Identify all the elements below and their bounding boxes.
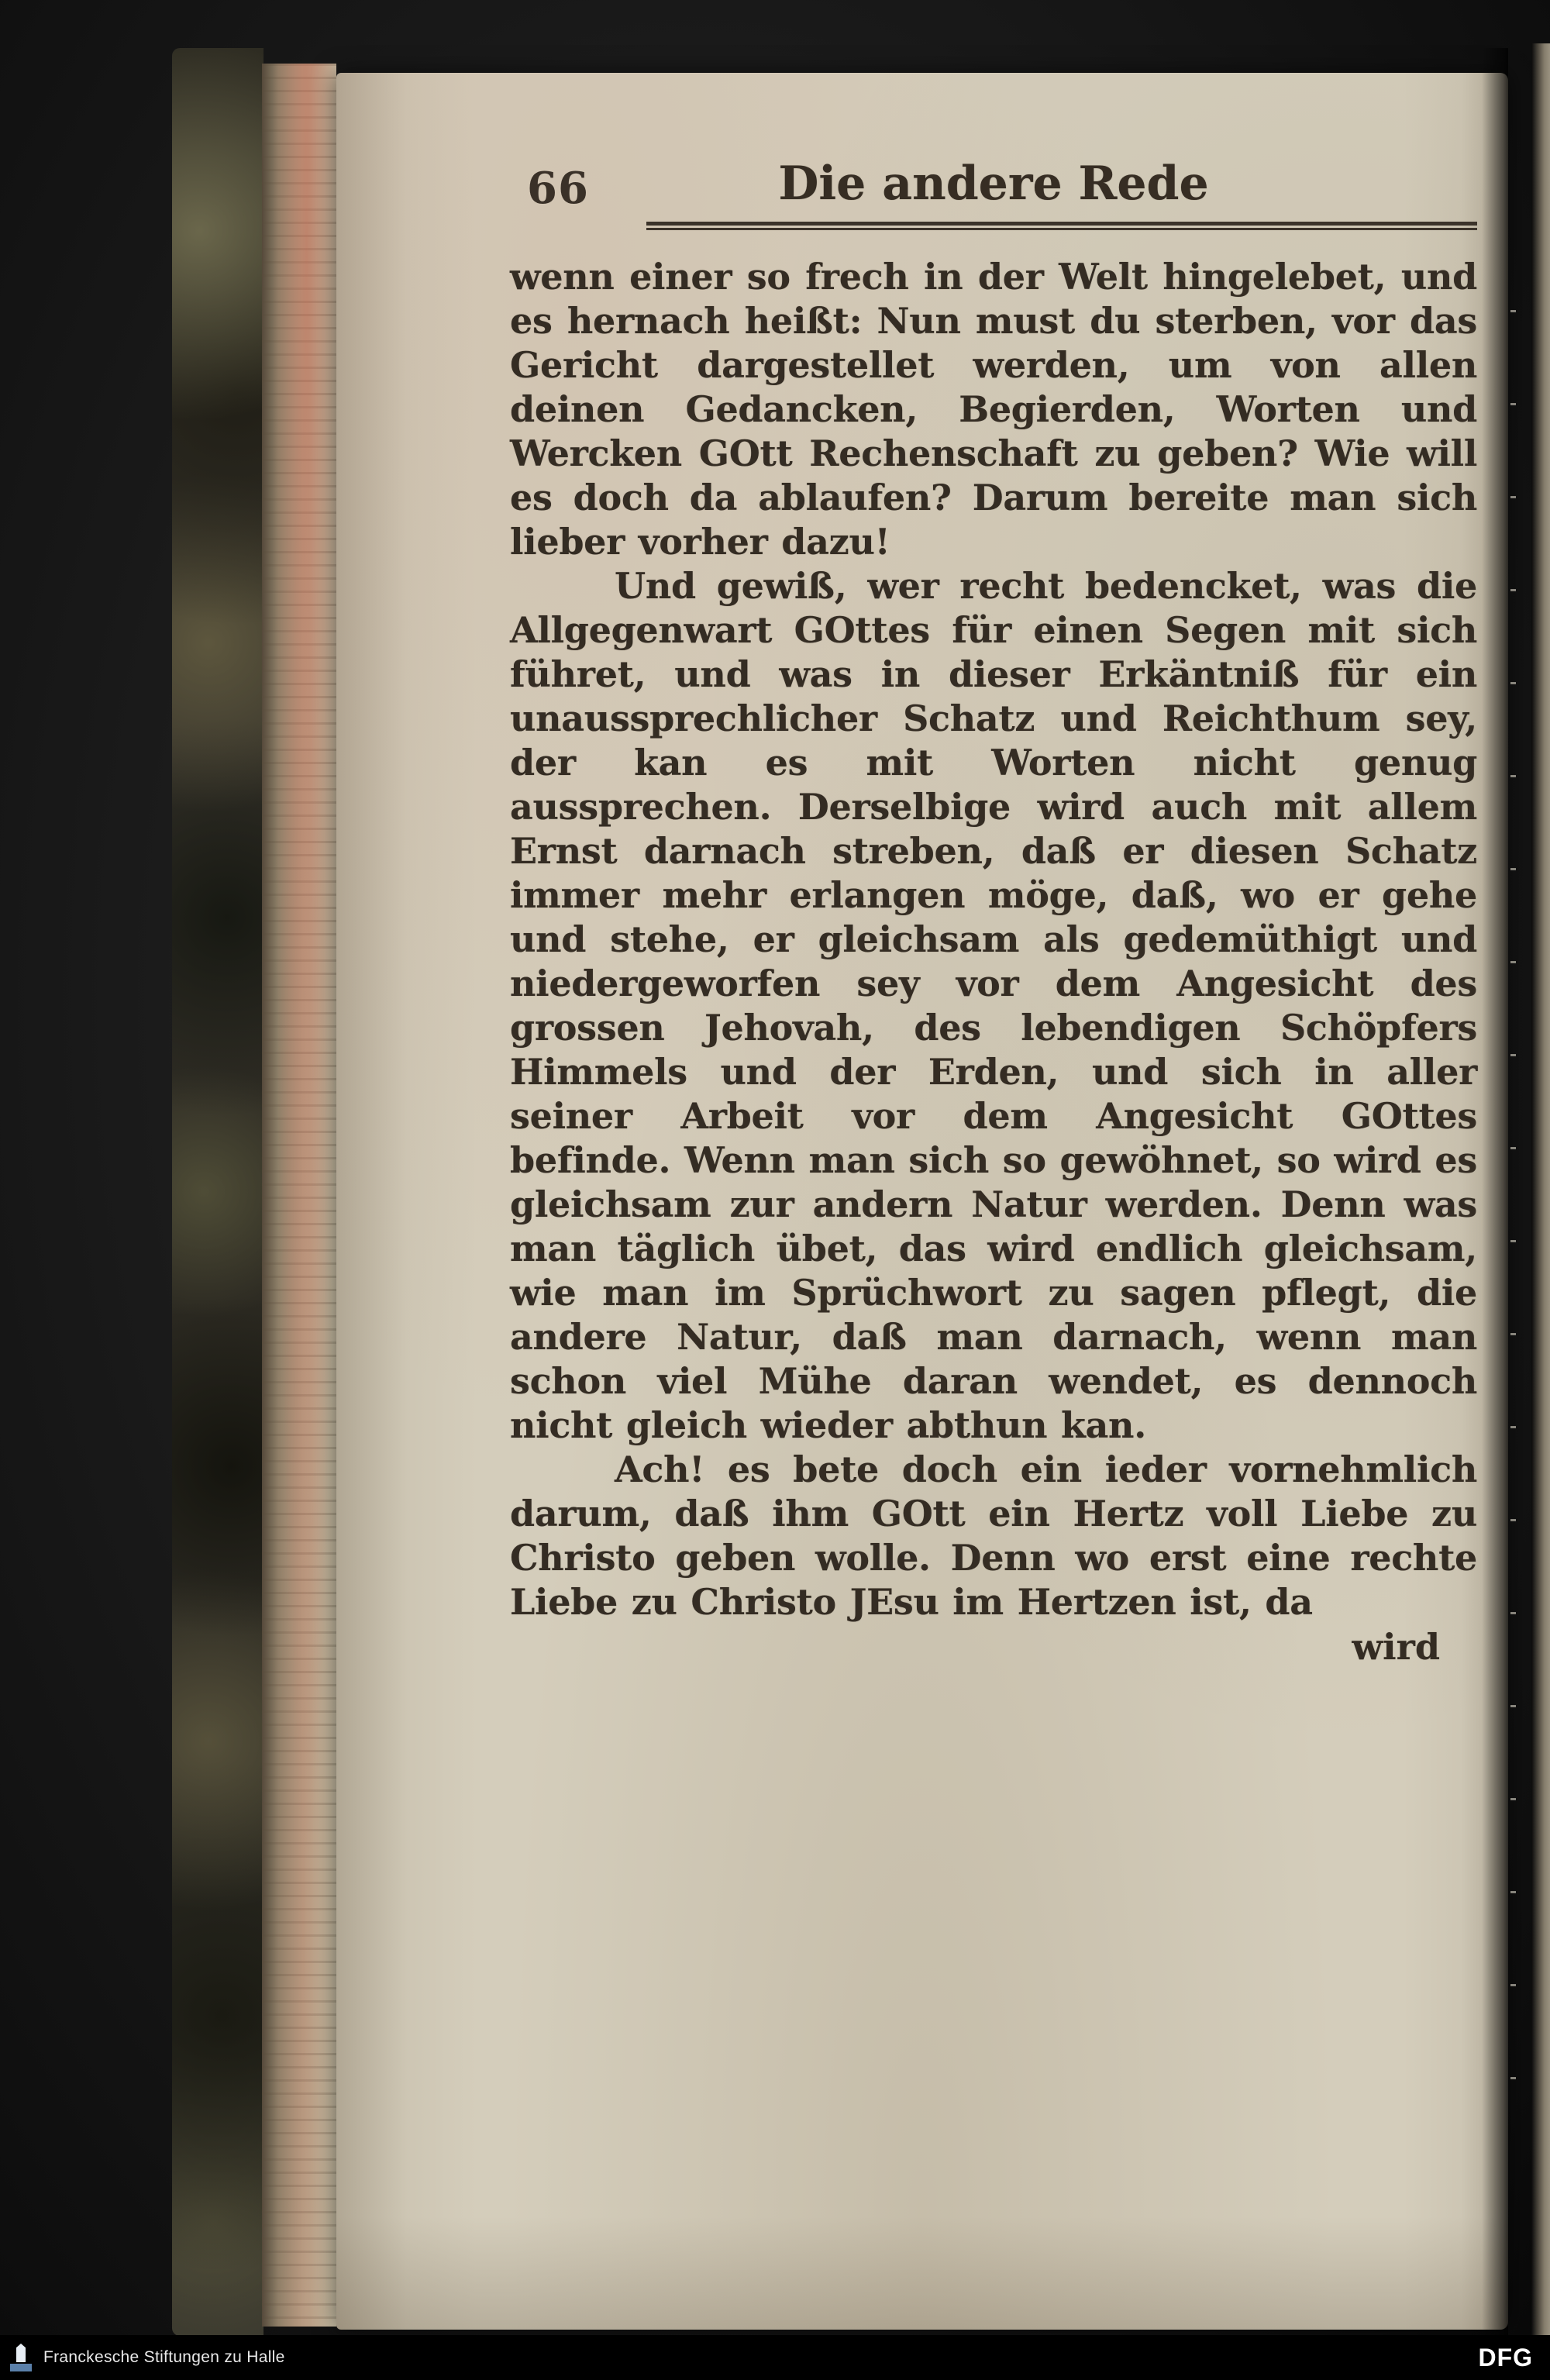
dfg-logo: DFG xyxy=(1478,2343,1533,2371)
stacked-page-edges xyxy=(262,64,336,2327)
logo-base-icon xyxy=(10,2364,32,2371)
paragraph: Und gewiß, wer recht bedencket, was die Allgegenwart GOttes für einen Segen mit sich führet, und was in dieser Erkäntniß für ein unaussprechlicher Schatz und Reichthum sey, der kan es mit Worten nicht genug aussprechen. Derselbige wird auch mit allem Ernst darnach streben, daß er diesen Schatz immer mehr erlangen möge, daß, wo er gehe und stehe, er gleichsam als gedemüthigt und niedergeworfen sey vor dem Angesicht des grossen Jehovah, des lebendigen Schöpfers Himmels und der Erden, und sich in aller seiner Arbeit vor dem Angesicht GOttes befinde. Wenn man sich so gewöhnet, so wird es gleichsam zur andern Natur werden. Denn was man täglich übet, das wird endlich gleichsam, wie man im Sprüchwort zu sagen pflegt, die andere Natur, daß man darnach, wenn man schon viel Mühe daran wendet, es dennoch nicht gleich wieder abthun kan. xyxy=(510,565,1477,1446)
page-edge-highlights xyxy=(1510,310,1516,2092)
footer-bar xyxy=(0,2335,1550,2380)
catchword: wird xyxy=(1352,1626,1440,1668)
institution-label: Franckesche Stiftungen zu Halle xyxy=(43,2348,285,2366)
page-header-row xyxy=(510,157,1477,222)
gutter-shadow xyxy=(1482,48,1508,2336)
paragraph: Ach! es bete doch ein ieder vornehmlich darum, daß ihm GOtt ein Hertz voll Liebe zu Christo geben wolle. Denn wo erst eine rechte Liebe zu Christo JEsu im Hertzen ist, da xyxy=(510,1448,1477,1623)
paragraph: wenn einer so frech in der Welt hingelebet, und es hernach heißt: Nun must du sterben, vor das Gericht dargestellet werden, um von allen deinen Gedancken, Begierden, Worten und Wercken GOtt Rechenschaft zu geben? Wie will es doch da ablaufen? Darum bereite man sich lieber vorher dazu! xyxy=(510,256,1477,563)
book-binding-edge xyxy=(172,48,264,2336)
text-column xyxy=(510,157,1477,1668)
header-double-rule xyxy=(646,222,1477,230)
body-text xyxy=(510,255,1477,1624)
logo-emblem-icon xyxy=(13,2344,29,2362)
page-number: 66 xyxy=(527,163,589,214)
book-page xyxy=(336,73,1508,2330)
running-title: Die andere Rede xyxy=(778,157,1209,211)
facing-page-edge xyxy=(1531,43,1550,2337)
franckesche-stiftungen-logo xyxy=(8,2340,34,2375)
